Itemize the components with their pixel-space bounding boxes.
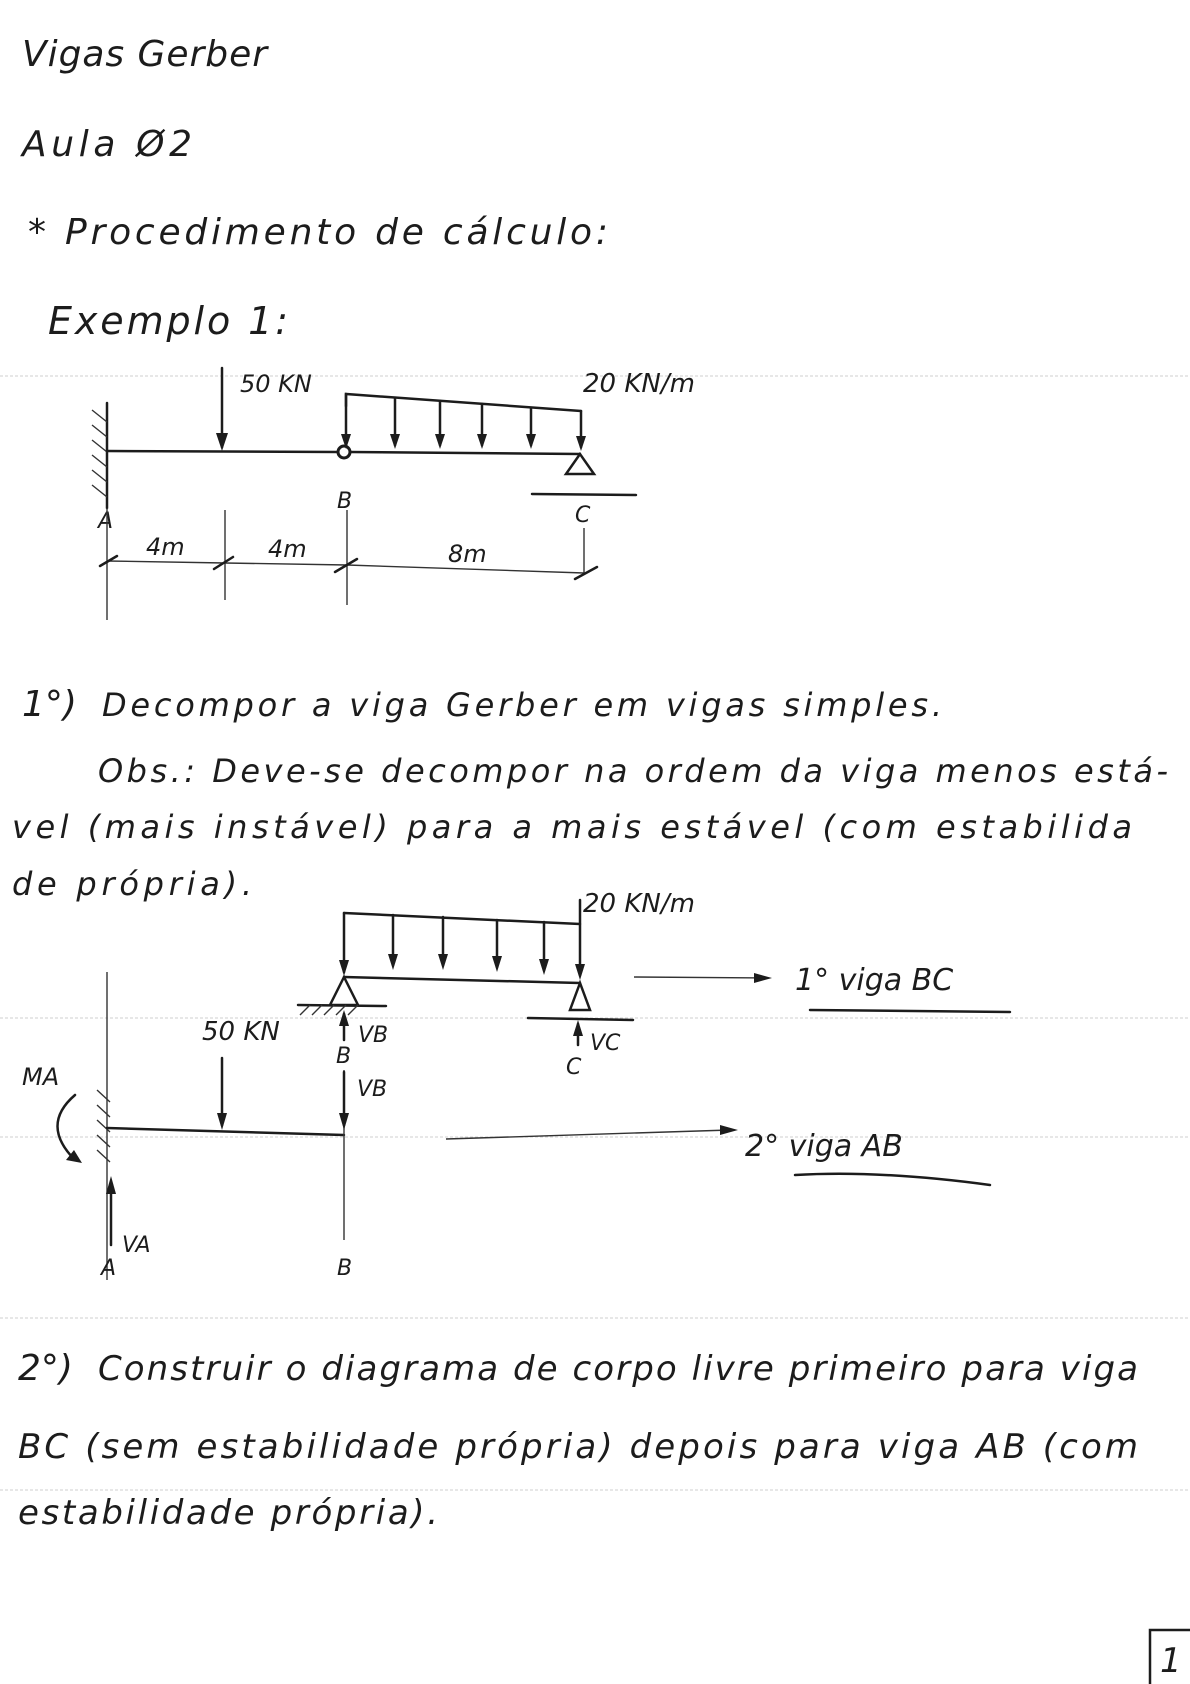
label-a-ab: A xyxy=(101,1256,117,1281)
beam-ab xyxy=(107,451,338,452)
dimension-bc: 8m xyxy=(448,540,487,568)
beam-bc xyxy=(350,452,580,454)
beam-bc-underline xyxy=(810,1010,1010,1012)
hinge-b xyxy=(338,446,350,458)
beam-ab-label: 2° viga AB xyxy=(745,1129,903,1164)
label-b-bc: B xyxy=(336,1044,352,1069)
label-c-bc: C xyxy=(566,1055,582,1080)
reaction-vc-label: VC xyxy=(590,1031,621,1056)
simple-beam-bc xyxy=(344,977,580,983)
beam-bc-label: 1° viga BC xyxy=(795,963,954,998)
dimension-ab2: 4m xyxy=(268,535,307,563)
step1-number: 1°) xyxy=(22,684,77,725)
page-number-box xyxy=(1150,1630,1190,1684)
point-load-label: 50 KN xyxy=(240,370,312,398)
gerber-beam-diagram xyxy=(92,368,695,620)
reaction-vb-label: VB xyxy=(358,1023,389,1048)
lesson-label: Aula Ø2 xyxy=(22,124,192,165)
obs-line-3: de própria). xyxy=(12,865,252,903)
distributed-load-label-2: 20 KN/m xyxy=(583,889,695,919)
label-b: B xyxy=(337,489,353,514)
arrow-to-bc xyxy=(634,973,772,983)
point-load-label-2: 50 KN xyxy=(202,1017,280,1047)
point-load-arrow-2 xyxy=(217,1058,227,1130)
page-title: Vigas Gerber xyxy=(22,34,267,75)
reaction-vb-down xyxy=(339,1072,349,1130)
label-b-ab: B xyxy=(337,1256,353,1281)
roller-support-c xyxy=(532,454,636,495)
step2-line-2: BC (sem estabilidade própria) depois para viga AB (com xyxy=(18,1427,1139,1467)
step2-number: 2°) xyxy=(18,1348,73,1389)
section-heading: * Procedimento de cálculo: xyxy=(28,212,608,253)
label-c: C xyxy=(575,503,591,528)
moment-ma-label: MA xyxy=(22,1063,60,1091)
page-number: 1 xyxy=(1160,1641,1182,1681)
beam-ab-underline xyxy=(795,1174,990,1185)
roller-support-c2 xyxy=(528,983,633,1020)
step1-text: Decompor a viga Gerber em vigas simples. xyxy=(102,686,942,724)
dimension-lines xyxy=(100,508,597,620)
dimension-ab1: 4m xyxy=(146,533,185,561)
obs-line-1: Obs.: Deve-se decompor na ordem da viga menos está- xyxy=(98,752,1168,790)
step2-line-3: estabilidade própria). xyxy=(18,1493,438,1533)
distributed-load-label: 20 KN/m xyxy=(583,369,695,399)
reaction-va-label: VA xyxy=(122,1233,151,1258)
distributed-load xyxy=(341,394,586,451)
reaction-vc-up xyxy=(573,1020,583,1045)
step2-line-1: Construir o diagrama de corpo livre primeiro para viga xyxy=(98,1349,1138,1389)
example-heading: Exemplo 1: xyxy=(48,299,288,343)
reaction-vb-label-2: VB xyxy=(357,1077,388,1102)
fixed-support-a xyxy=(92,403,107,508)
obs-line-2: vel (mais instável) para a mais estável (com estabilida xyxy=(12,808,1132,846)
simple-beam-ab xyxy=(107,1128,344,1135)
moment-ma-arrow xyxy=(58,1095,83,1163)
decomposed-beams-diagram xyxy=(22,889,1010,1281)
point-load-arrow xyxy=(216,368,228,451)
distributed-load-bc xyxy=(339,900,585,980)
reaction-vb-up xyxy=(339,1010,349,1040)
pin-support-b xyxy=(298,977,386,1015)
label-a: A xyxy=(98,509,114,534)
